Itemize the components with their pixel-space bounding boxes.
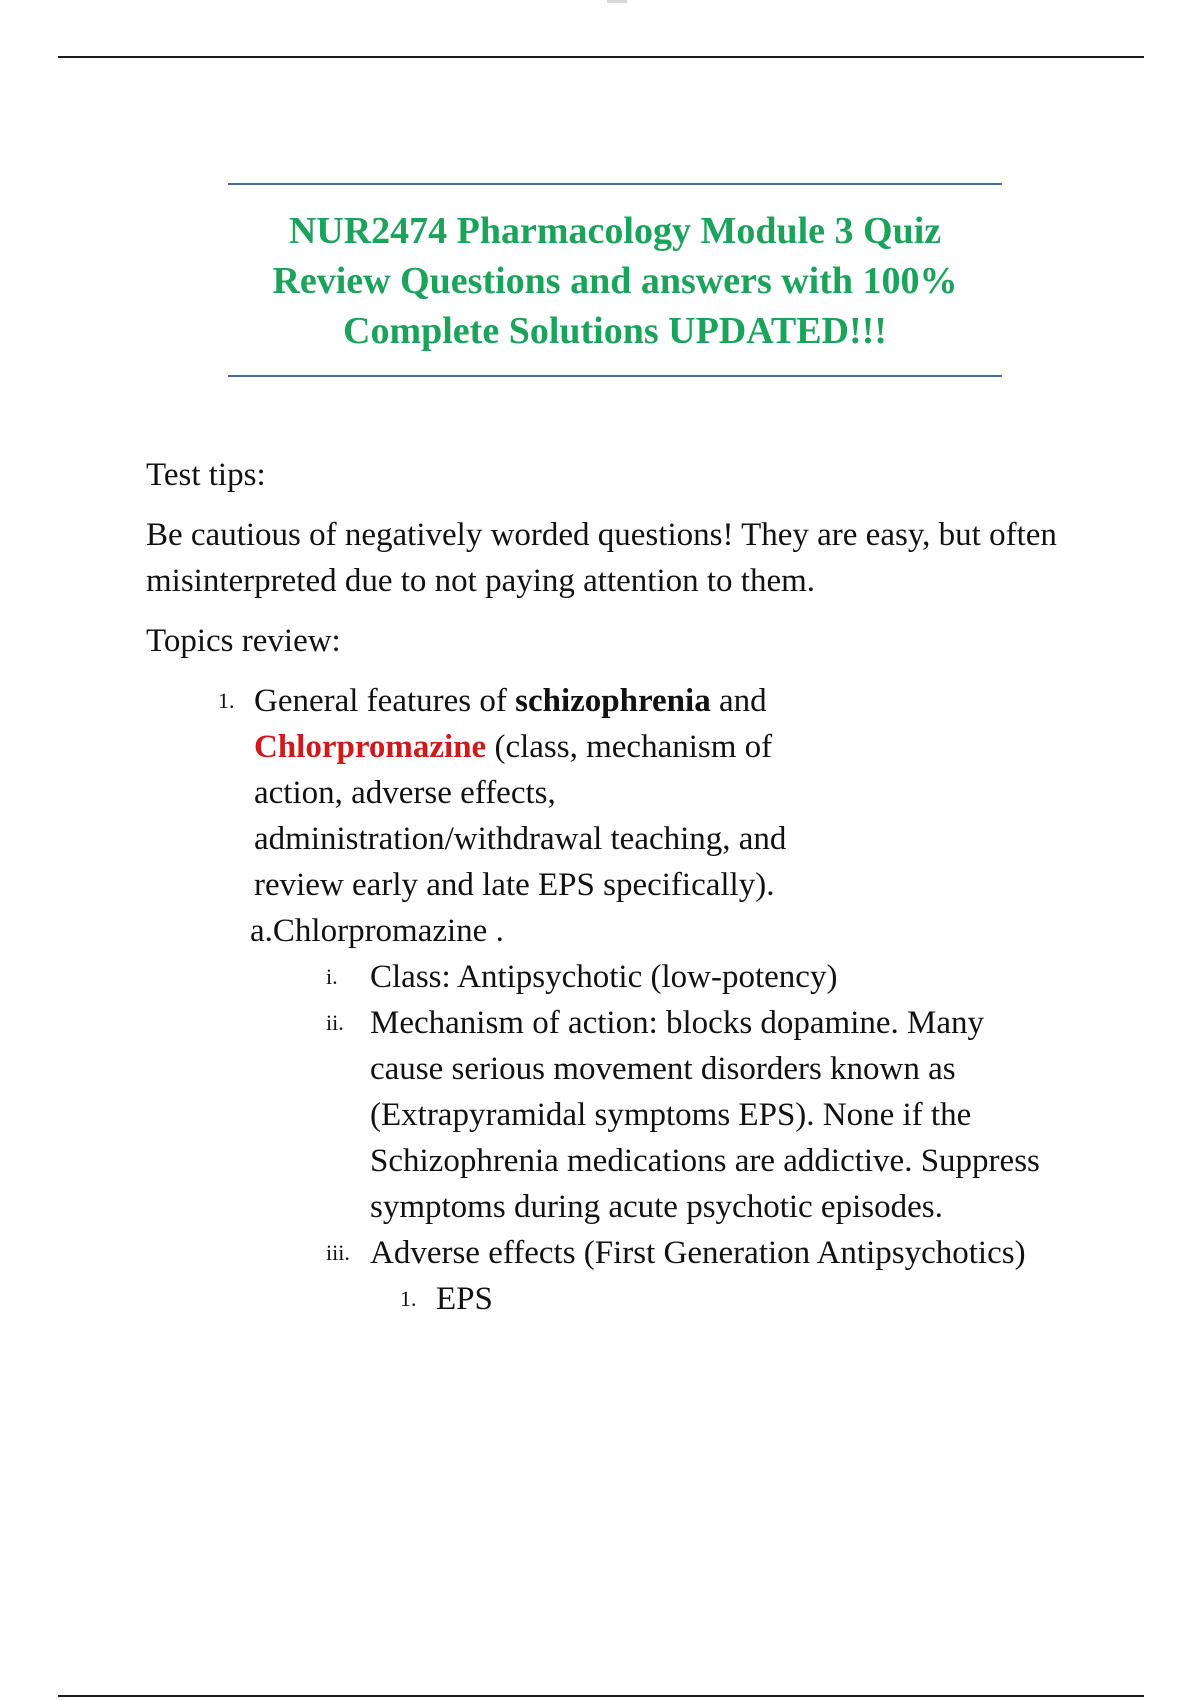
list-item-roman-1	[146, 954, 1050, 1000]
page-bottom-rule	[58, 1695, 1144, 1697]
eps-text: EPS	[436, 1281, 493, 1317]
topic-text-a: General features of	[254, 683, 516, 719]
topic-item-1	[146, 678, 854, 908]
list-item-eps	[146, 1276, 1086, 1322]
document-body	[146, 452, 1086, 1322]
page-top-rule	[58, 56, 1144, 58]
test-tips-body: Be cautious of negatively worded questions! They are easy, but often misinterpreted due to not paying attention to them.	[146, 517, 1057, 599]
roman-text: Mechanism of action: blocks dopamine. Many cause serious movement disorders known as (Extrapyramidal symptoms EPS). None if the Schizophrenia medications are addictive. Suppress symptoms during acute psychotic episodes.	[370, 1005, 1040, 1225]
test-tips-heading: Test tips:	[146, 457, 266, 493]
title-box	[228, 183, 1002, 377]
roman-marker: i.	[326, 964, 338, 989]
roman-text: Class: Antipsychotic (low-potency)	[370, 959, 838, 995]
topic-text-c: (class, mechanism of action, adverse effects, administration/withdrawal teaching, and review early and late EPS specifically).	[254, 729, 787, 903]
roman-text: Adverse effects (First Generation Antipsychotics)	[370, 1235, 1026, 1271]
eps-marker: 1.	[400, 1286, 417, 1311]
topic-text-b: and	[710, 683, 767, 719]
list-item-roman-2	[146, 1000, 1050, 1230]
sub-heading-a: a.Chlorpromazine .	[250, 913, 504, 949]
list-item-roman-3	[146, 1230, 1050, 1276]
top-page-mark	[607, 0, 627, 3]
topics-heading: Topics review:	[146, 623, 341, 659]
document-title: NUR2474 Pharmacology Module 3 Quiz Review Questions and answers with 100% Complete Solutions UPDATED!!!	[272, 210, 958, 352]
topic-bold-term: schizophrenia	[515, 683, 711, 719]
roman-marker: iii.	[326, 1240, 350, 1265]
topic-marker: 1.	[218, 688, 235, 713]
topic-red-term: Chlorpromazine	[254, 729, 487, 765]
roman-marker: ii.	[326, 1010, 344, 1035]
